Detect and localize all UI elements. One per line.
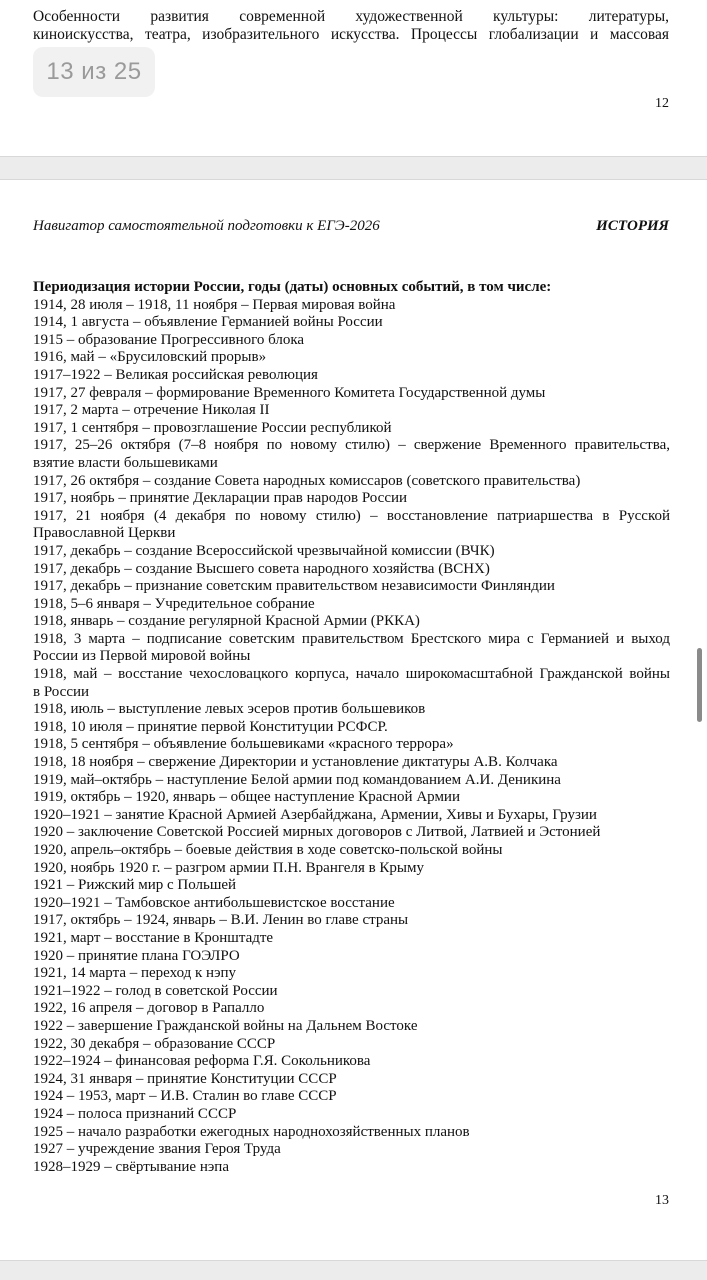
event-line: 1917, октябрь – 1924, январь – В.И. Ленин во главе страны <box>33 912 409 929</box>
event-line: 1917, 1 сентября – провозглашение России республикой <box>33 419 392 436</box>
event-list <box>33 297 670 1177</box>
event-line: 1920, апрель–октябрь – боевые действия в ходе советско-польской войны <box>33 842 503 858</box>
event-line: 1914, 1 августа – объявление Германией войны России <box>33 314 383 331</box>
event-line: 1918, май – восстание чехословацкого корпуса, начало широкомасштабной Гражданской войны <box>33 666 670 683</box>
event-line: взятие власти большевиками <box>33 454 218 471</box>
event-line: 1919, октябрь – 1920, январь – общее наступление Красной Армии <box>33 789 460 806</box>
event-line: 1921, 14 марта – переход к нэпу <box>33 965 237 982</box>
event-line: России из Первой мировой войны <box>33 648 251 665</box>
event-line: 1917, декабрь – создание Всероссийской чрезвычайной комиссии (ВЧК) <box>33 542 495 559</box>
event-line: 1917, 21 ноября (4 декабря по новому стилю) – восстановление патриаршества в Русской <box>33 507 670 524</box>
event-line: 1917–1922 – Великая российская революция <box>33 366 318 383</box>
event-line: 1921 – Рижский мир с Польшей <box>33 877 237 894</box>
event-line: 1918, 10 июля – принятие первой Конституции РСФСР. <box>33 718 388 735</box>
event-line: 1921–1922 – голод в советской России <box>33 982 278 999</box>
event-line: 1917, ноябрь – принятие Декларации прав народов России <box>33 490 408 507</box>
page-counter-badge: 13 из 25 <box>33 47 155 97</box>
event-line: 1920 – принятие плана ГОЭЛРО <box>33 947 240 964</box>
event-line: 1918, 18 ноября – свержение Директории и установление диктатуры А.В. Колчака <box>33 754 558 771</box>
event-line: 1914, 28 июля – 1918, 11 ноября – Первая мировая война <box>33 296 396 313</box>
event-line: 1918, январь – создание регулярной Красной Армии (РККА) <box>33 613 420 630</box>
event-line: 1918, 3 марта – подписание советским правительством Брестского мира с Германией и выход <box>33 630 670 647</box>
event-line: 1922 – завершение Гражданской войны на Дальнем Востоке <box>33 1017 418 1034</box>
event-line: 1918, 5 сентября – объявление большевиками «красного террора» <box>33 736 454 753</box>
event-line: 1924, 31 января – принятие Конституции СССР <box>33 1070 337 1087</box>
page-separator-bottom <box>0 1260 707 1280</box>
event-line: 1927 – учреждение звания Героя Труда <box>33 1141 281 1158</box>
scrollbar-thumb[interactable] <box>697 648 702 722</box>
event-line: 1916, май – «Брусиловский прорыв» <box>33 349 267 366</box>
event-line: 1920, ноябрь 1920 г. – разгром армии П.Н. Врангеля в Крыму <box>33 859 425 876</box>
running-header-title: Навигатор самостоятельной подготовки к ЕГЭ-2026 <box>33 218 380 234</box>
event-line: 1922–1924 – финансовая реформа Г.Я. Сокольникова <box>33 1053 371 1070</box>
page-separator <box>0 156 707 180</box>
event-line: 1922, 30 декабря – образование СССР <box>33 1035 276 1052</box>
event-line: 1917, 25–26 октября (7–8 ноября по новому стилю) – свержение Временного правительства, <box>33 437 670 454</box>
event-line: 1917, 26 октября – создание Совета народных комиссаров (советского правительства) <box>33 472 581 489</box>
event-line: 1918, июль – выступление левых эсеров против большевиков <box>33 701 426 718</box>
event-line: 1920–1921 – Тамбовское антибольшевистское восстание <box>33 894 395 911</box>
event-line: 1917, 27 февраля – формирование Временного Комитета Государственной думы <box>33 384 546 401</box>
event-line: 1920 – заключение Советской Россией мирных договоров с Литвой, Латвией и Эстонией <box>33 824 601 841</box>
event-line: 1921, март – восстание в Кронштадте <box>33 929 274 946</box>
event-line: 1918, 5–6 января – Учредительное собрание <box>33 595 315 612</box>
event-line: в России <box>33 683 90 700</box>
event-line: Православной Церкви <box>33 525 176 542</box>
previous-page-number: 12 <box>655 96 669 111</box>
event-line: 1924 – 1953, март – И.В. Сталин во главе СССР <box>33 1088 337 1105</box>
previous-page-text-line-2: киноискусства, театра, изобразительного искусства. Процессы глобализации и массовая <box>33 26 669 43</box>
page-content <box>33 279 670 1176</box>
running-header-subject: ИСТОРИЯ <box>596 218 669 234</box>
event-line: 1920–1921 – занятие Красной Армией Азербайджана, Армении, Хивы и Бухары, Грузии <box>33 806 597 823</box>
event-line: 1924 – полоса признаний СССР <box>33 1105 237 1122</box>
event-line: 1922, 16 апреля – договор в Рапалло <box>33 1000 265 1017</box>
event-line: 1928–1929 – свёртывание нэпа <box>33 1158 229 1175</box>
previous-page-text-line-1: Особенности развития современной художественной культуры: литературы, <box>33 8 669 25</box>
section-heading: Периодизация истории России, годы (даты) основных событий, в том числе: <box>33 279 552 295</box>
event-line: 1919, май–октябрь – наступление Белой армии под командованием А.И. Деникина <box>33 771 561 788</box>
event-line: 1917, декабрь – создание Высшего совета народного хозяйства (ВСНХ) <box>33 560 490 577</box>
document-page <box>0 180 707 1260</box>
event-line: 1915 – образование Прогрессивного блока <box>33 331 305 348</box>
event-line: 1925 – начало разработки ежегодных народнохозяйственных планов <box>33 1123 470 1140</box>
page-number: 13 <box>655 1193 669 1208</box>
event-line: 1917, декабрь – признание советским правительством независимости Финляндии <box>33 578 555 595</box>
event-line: 1917, 2 марта – отречение Николая II <box>33 402 270 419</box>
